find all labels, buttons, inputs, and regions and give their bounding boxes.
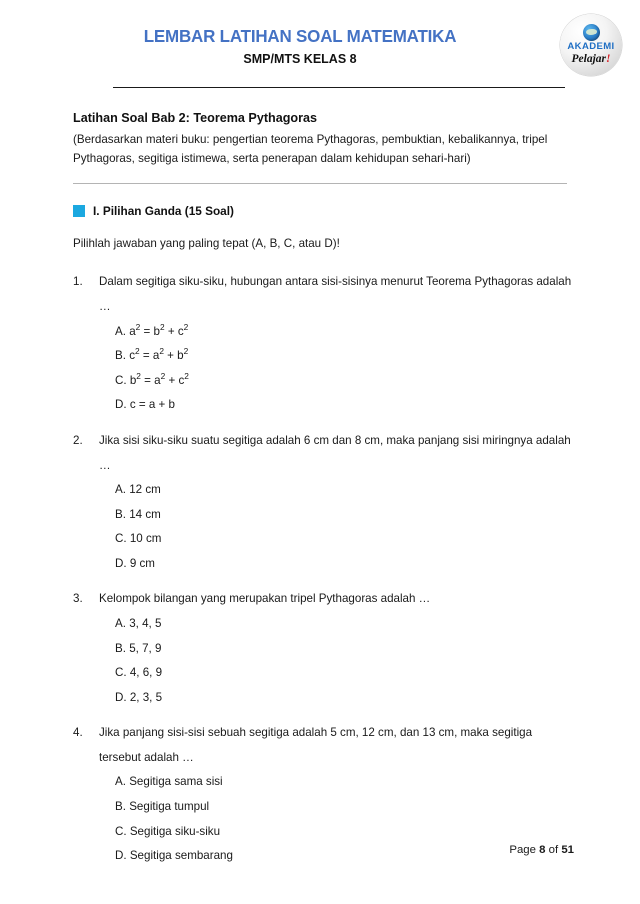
option-text-part: b <box>129 373 137 387</box>
option-label: D. <box>115 849 127 863</box>
question-option[interactable] <box>115 637 574 662</box>
option-exponent: 2 <box>136 370 141 381</box>
question-body <box>99 429 574 576</box>
option-text-part: 9 cm <box>129 556 155 570</box>
question-option[interactable] <box>115 661 574 686</box>
option-text <box>129 370 189 387</box>
option-label: B. <box>115 349 126 363</box>
option-text <box>130 398 175 411</box>
question-option[interactable] <box>115 320 574 345</box>
question-option[interactable] <box>115 369 574 394</box>
option-text-part: 14 cm <box>129 507 161 521</box>
question-option[interactable] <box>115 612 574 637</box>
option-label: B. <box>115 507 126 521</box>
option-text <box>129 642 161 655</box>
option-exponent: 2 <box>160 370 166 381</box>
question-option[interactable] <box>115 686 574 711</box>
question-number: 2. <box>73 433 83 447</box>
part-instruction: Pilihlah jawaban yang paling tepat (A, B, C, atau D)! <box>73 237 340 251</box>
exercise-description: (Berdasarkan materi buku: pengertian teorema Pythagoras, pembuktian, kebalikannya, tripel Pythagoras, segitiga istimewa, serta penerapan dalam kehidupan sehari-hari) <box>73 133 548 166</box>
option-text <box>129 775 222 788</box>
page-footer <box>73 844 574 856</box>
document-subtitle: SMP/MTS KELAS 8 <box>243 52 357 67</box>
option-text-part: Segitiga tumpul <box>129 800 210 814</box>
option-label: A. <box>115 775 126 789</box>
option-text <box>129 508 161 521</box>
question-options <box>99 478 574 576</box>
option-label: D. <box>115 556 127 570</box>
option-text-part: = a <box>139 349 160 363</box>
document-title: LEMBAR LATIHAN SOAL MATEMATIKA <box>143 26 457 46</box>
option-label: D. <box>115 398 127 412</box>
akademi-pelajar-logo <box>560 14 622 76</box>
option-text-part: 12 cm <box>129 483 161 497</box>
option-text-part: 5, 7, 9 <box>129 641 162 655</box>
option-text-part: + c <box>165 373 185 387</box>
option-exponent: 2 <box>183 321 189 332</box>
logo-akademi-text: AKADEMI <box>567 40 615 52</box>
question-text: Jika sisi siku-siku suatu segitiga adalah 6 cm dan 8 cm, maka panjang sisi miringnya adalah … <box>99 433 571 472</box>
logo-exclamation-mark: ! <box>606 53 611 66</box>
question-body <box>99 270 574 417</box>
option-exponent: 2 <box>183 346 189 357</box>
question-text: Kelompok bilangan yang merupakan tripel Pythagoras adalah … <box>99 592 431 606</box>
option-text-part: c <box>129 349 135 363</box>
option-text <box>130 691 162 704</box>
footer-total-pages: 51 <box>561 844 574 856</box>
option-text-part: c = a + b <box>129 398 175 412</box>
question-body <box>99 587 574 710</box>
option-text <box>130 666 162 679</box>
question-text: Jika panjang sisi-sisi sebuah segitiga adalah 5 cm, 12 cm, dan 13 cm, maka segitiga tersebut adalah … <box>99 726 533 764</box>
section-divider <box>73 183 567 184</box>
question-option[interactable] <box>115 552 574 577</box>
option-text <box>129 800 209 813</box>
option-text-part: Segitiga siku-siku <box>129 824 221 838</box>
header-divider <box>113 87 565 88</box>
exercise-title: Latihan Soal Bab 2: Teorema Pythagoras <box>73 111 318 125</box>
question-option[interactable] <box>115 393 574 418</box>
option-text-part: 4, 6, 9 <box>129 666 163 680</box>
question-number: 4. <box>73 726 83 740</box>
questions-list <box>73 270 574 868</box>
question-option[interactable] <box>115 795 574 820</box>
option-text <box>130 532 162 545</box>
option-text <box>130 825 220 838</box>
globe-graduation-icon <box>583 24 600 41</box>
question-option[interactable] <box>115 503 574 528</box>
question-option[interactable] <box>115 344 574 369</box>
option-text-part: 2, 3, 5 <box>129 690 163 704</box>
option-label: B. <box>115 800 126 814</box>
question-text: Dalam segitiga siku-siku, hubungan antara sisi-sisinya menurut Teorema Pythagoras adalah … <box>99 275 572 314</box>
option-label: A. <box>115 324 126 338</box>
logo-pelajar-word: Pelajar <box>571 53 606 66</box>
option-text-part: + b <box>163 349 184 363</box>
part-heading-label: I. Pilihan Ganda (15 Soal) <box>93 203 234 218</box>
header-titles <box>0 26 640 67</box>
option-label: A. <box>115 483 126 497</box>
option-exponent: 2 <box>135 321 141 332</box>
option-text <box>129 617 161 630</box>
footer-page-prefix: Page <box>509 844 540 856</box>
option-exponent: 2 <box>159 321 165 332</box>
option-exponent: 2 <box>184 370 189 381</box>
question-item <box>73 270 574 417</box>
option-label: B. <box>115 641 126 655</box>
question-option[interactable] <box>115 770 574 795</box>
option-label: D. <box>115 690 127 704</box>
option-exponent: 2 <box>159 346 164 357</box>
option-label: C. <box>115 373 127 387</box>
option-exponent: 2 <box>135 346 140 357</box>
question-option[interactable] <box>115 527 574 552</box>
logo-pelajar-text <box>572 53 611 66</box>
option-text-part: 3, 4, 5 <box>129 616 162 630</box>
option-text-part: + c <box>164 324 184 338</box>
option-text-part: a <box>129 324 136 338</box>
question-options <box>99 320 574 418</box>
question-item <box>73 429 574 576</box>
option-text-part: Segitiga sama sisi <box>129 775 223 789</box>
question-item <box>73 587 574 710</box>
page-header <box>0 0 640 92</box>
option-text-part: 10 cm <box>129 532 162 546</box>
footer-page-middle: of <box>545 844 562 856</box>
option-text <box>130 557 155 570</box>
document-content <box>73 110 574 885</box>
option-text-part: = b <box>140 324 160 338</box>
question-option[interactable] <box>115 478 574 503</box>
question-number: 3. <box>73 592 83 606</box>
question-option[interactable] <box>115 820 574 845</box>
footer-current-page: 8 <box>539 844 546 856</box>
question-options <box>99 612 574 710</box>
option-text-part: Segitiga sembarang <box>129 849 233 863</box>
question-number: 1. <box>73 275 83 289</box>
option-label: C. <box>115 532 127 546</box>
option-label: A. <box>115 616 126 630</box>
option-text <box>129 321 189 338</box>
part-heading <box>73 204 574 218</box>
option-label: C. <box>115 824 127 838</box>
blue-square-bullet-icon <box>73 205 85 217</box>
option-text-part: = a <box>140 373 161 387</box>
option-label: C. <box>115 666 127 680</box>
option-text <box>129 483 161 496</box>
option-text <box>129 346 189 363</box>
